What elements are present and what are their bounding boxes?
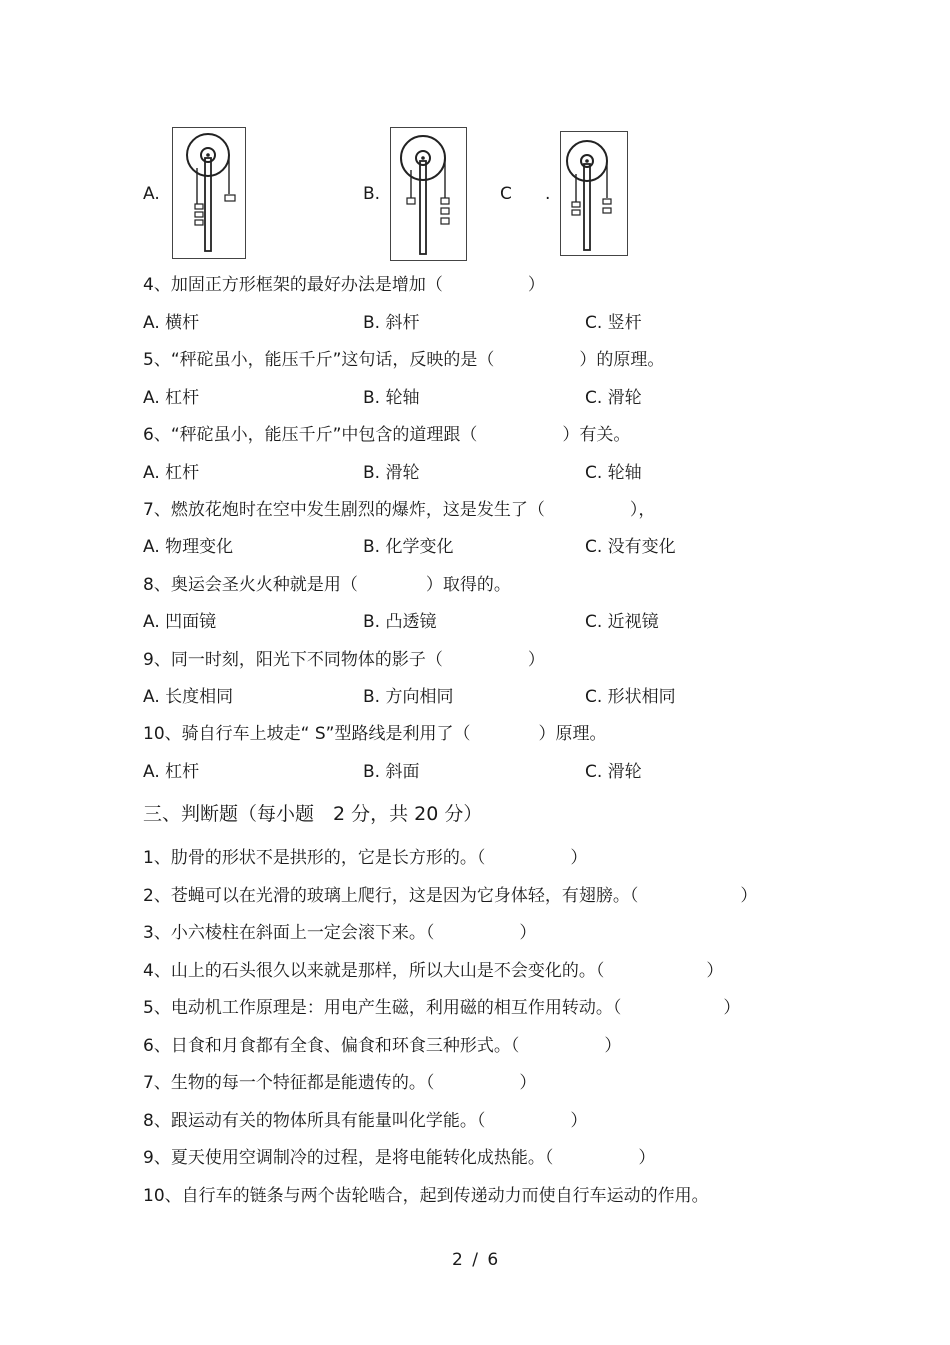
option-b: B. 斜面 bbox=[363, 762, 420, 782]
option-b: B. 斜杆 bbox=[363, 313, 420, 333]
judgment-question-2: 2、苍蝇可以在光滑的玻璃上爬行，这是因为它身体轻，有翅膀。（ ） bbox=[143, 886, 758, 906]
option-b: B. 轮轴 bbox=[363, 388, 420, 408]
option-c: C. 竖杆 bbox=[585, 313, 642, 333]
judgment-question-6: 6、日食和月食都有全食、偏食和环食三种形式。（ ） bbox=[143, 1036, 622, 1056]
question-stem: 10、骑自行车上坡走“ S”型路线是利用了（ ）原理。 bbox=[143, 724, 607, 744]
figure-c-label: C bbox=[500, 184, 512, 204]
question-stem: 6、“秤砣虽小，能压千斤”中包含的道理跟（ ）有关。 bbox=[143, 425, 631, 445]
option-c: C. 滑轮 bbox=[585, 388, 642, 408]
option-b: B. 滑轮 bbox=[363, 463, 420, 483]
question-stem: 9、同一时刻，阳光下不同物体的影子（ ） bbox=[143, 650, 545, 670]
section-title: 三、判断题（每小题 2 分，共 20 分） bbox=[143, 803, 483, 825]
pulley-diagram-b bbox=[390, 127, 467, 261]
pulley-diagram-c bbox=[560, 131, 628, 256]
option-a: A. 杠杆 bbox=[143, 463, 200, 483]
question-stem: 8、奥运会圣火火种就是用（ ）取得的。 bbox=[143, 575, 511, 595]
judgment-question-4: 4、山上的石头很久以来就是那样，所以大山是不会变化的。（ ） bbox=[143, 961, 724, 981]
option-b: B. 方向相同 bbox=[363, 687, 454, 707]
option-c: C. 近视镜 bbox=[585, 612, 659, 632]
pulley-diagram-a bbox=[172, 127, 246, 259]
option-a: A. 物理变化 bbox=[143, 537, 234, 557]
question-stem: 4、加固正方形框架的最好办法是增加（ ） bbox=[143, 275, 545, 295]
figure-b-label: B. bbox=[363, 184, 381, 204]
figure-a-label: A. bbox=[143, 184, 160, 204]
option-a: A. 杠杆 bbox=[143, 388, 200, 408]
option-b: B. 凸透镜 bbox=[363, 612, 437, 632]
option-b: B. 化学变化 bbox=[363, 537, 454, 557]
judgment-question-5: 5、电动机工作原理是：用电产生磁，利用磁的相互作用转动。（ ） bbox=[143, 998, 741, 1018]
judgment-question-3: 3、小六棱柱在斜面上一定会滚下来。（ ） bbox=[143, 923, 537, 943]
option-a: A. 长度相同 bbox=[143, 687, 234, 707]
page-number: 2 / 6 bbox=[452, 1250, 501, 1270]
figure-c-dot: . bbox=[545, 184, 551, 204]
option-c: C. 滑轮 bbox=[585, 762, 642, 782]
judgment-question-9: 9、夏天使用空调制冷的过程，是将电能转化成热能。（ ） bbox=[143, 1148, 656, 1168]
option-c: C. 轮轴 bbox=[585, 463, 642, 483]
option-a: A. 凹面镜 bbox=[143, 612, 217, 632]
judgment-question-8: 8、跟运动有关的物体所具有能量叫化学能。（ ） bbox=[143, 1111, 588, 1131]
option-c: C. 没有变化 bbox=[585, 537, 676, 557]
question-stem: 5、“秤砣虽小，能压千斤”这句话，反映的是（ ）的原理。 bbox=[143, 350, 665, 370]
judgment-question-7: 7、生物的每一个特征都是能遗传的。（ ） bbox=[143, 1073, 537, 1093]
judgment-question-10: 10、自行车的链条与两个齿轮啮合，起到传递动力而使自行车运动的作用。 bbox=[143, 1186, 709, 1206]
option-a: A. 横杆 bbox=[143, 313, 200, 333]
judgment-question-1: 1、肋骨的形状不是拱形的，它是长方形的。（ ） bbox=[143, 848, 588, 868]
question-stem: 7、燃放花炮时在空中发生剧烈的爆炸，这是发生了（ ）， bbox=[143, 500, 656, 520]
option-c: C. 形状相同 bbox=[585, 687, 676, 707]
option-a: A. 杠杆 bbox=[143, 762, 200, 782]
